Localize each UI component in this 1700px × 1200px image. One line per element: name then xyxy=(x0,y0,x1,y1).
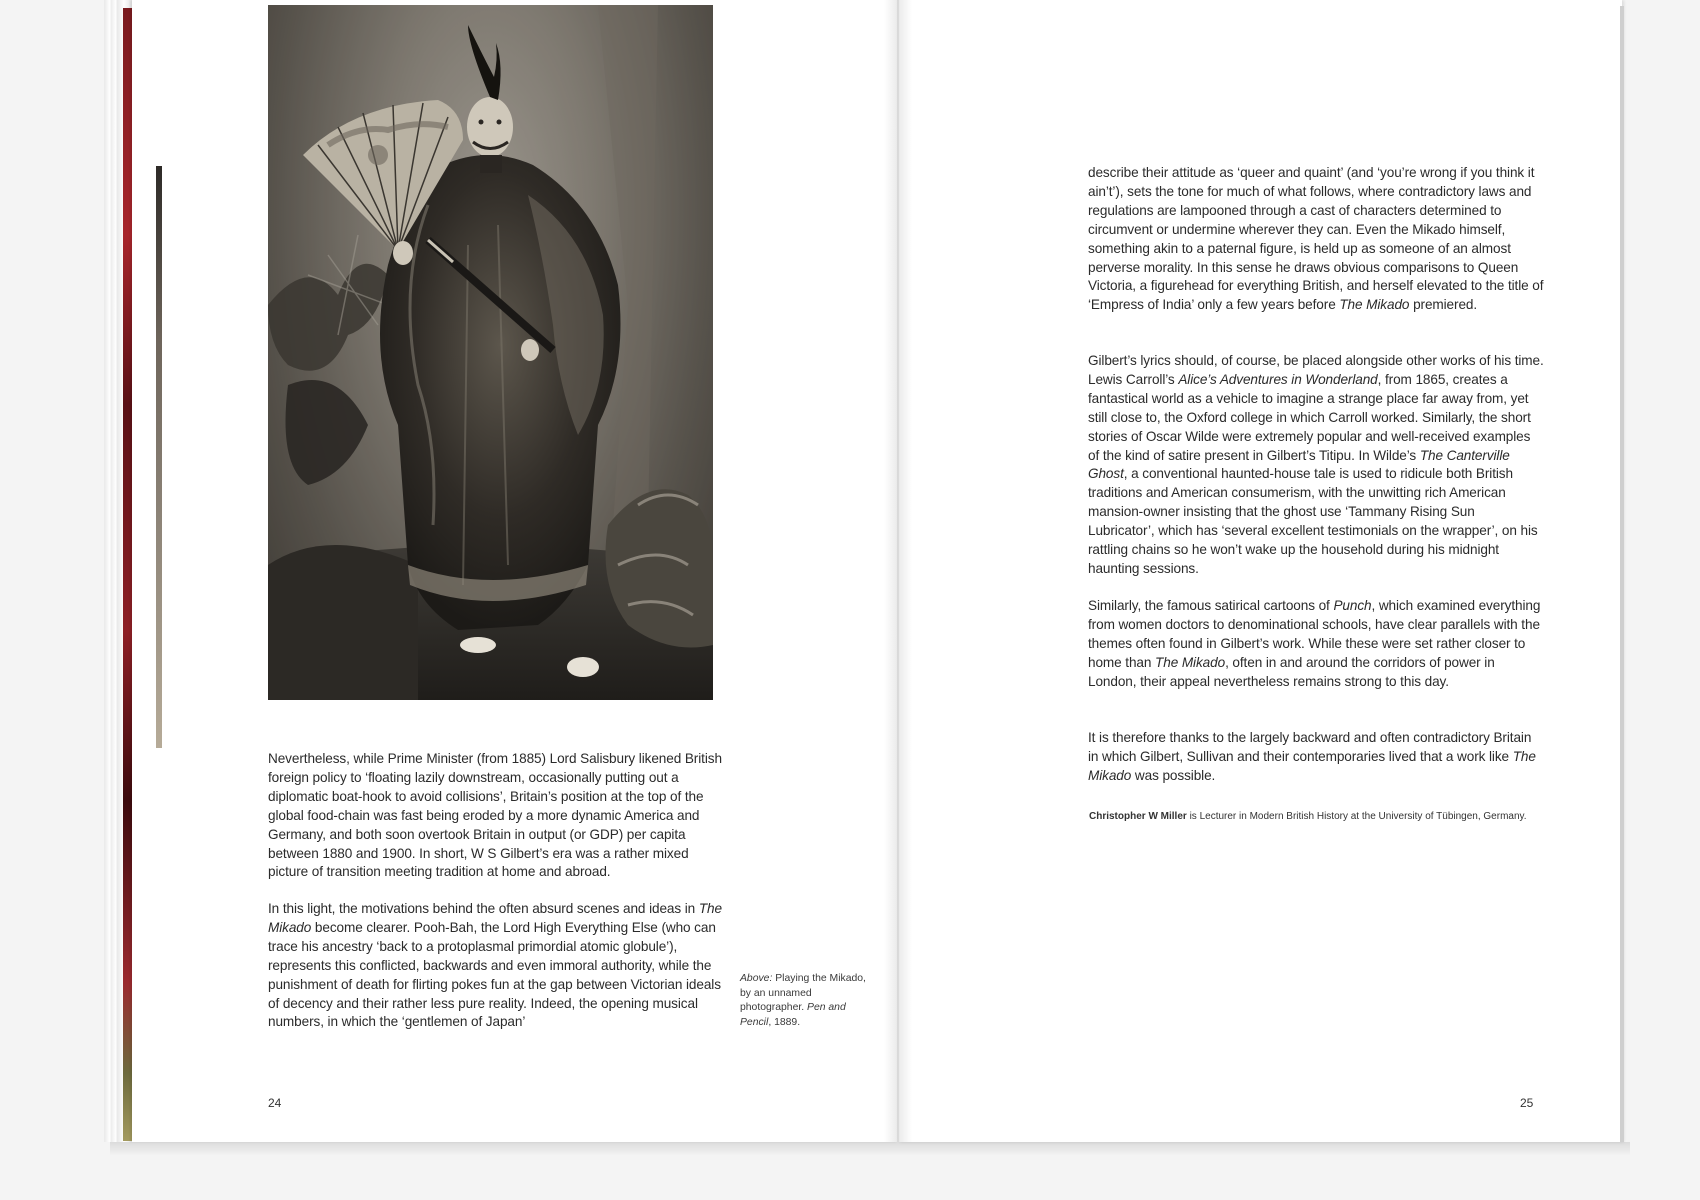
r-p3-italic-1: Punch xyxy=(1333,598,1372,613)
page-number-left: 24 xyxy=(268,1096,282,1110)
caption-source: Pen and Pencil xyxy=(740,1002,846,1028)
r-p4-italic: The Mikado xyxy=(1088,748,1536,783)
r-p2-b: , from 1865, creates a fantastical world as a vehicle to imagine a strange place far away from, yet still close to, the Oxford college in which Carroll worked. Similarly, the short stories of Oscar Wilde were extremely popular and well-received examples of the kind of satire present in Gilbert’s Titipu. In Wilde’s xyxy=(1088,371,1531,463)
r-p2-italic-2: The Canterville Ghost xyxy=(1088,447,1510,482)
mikado-photograph xyxy=(268,5,713,700)
r-p4-a: It is therefore thanks to the largely backward and often contradictory Britain in which Gilbert, Sullivan and their contemporaries lived that a work like xyxy=(1088,730,1532,764)
r-p1-b: premiered. xyxy=(1413,297,1478,313)
photo-caption xyxy=(740,972,866,1030)
r-p4-b: was possible. xyxy=(1134,767,1216,783)
right-paragraph-1-text xyxy=(1088,164,1544,315)
caption-year: , 1889. xyxy=(768,1016,801,1028)
left-paragraph-1-text: Nevertheless, while Prime Minister (from 1885) Lord Salisbury likened British foreign policy to ‘floating lazily downstream, occasionally putting out a diplomatic boat-hook to avoid collisions’, Britain’s position at the top of the global food-chain was fast being eroded by a more dynamic America and Germany, and both soon overtook Britain in output (or GDP) per capita between 1880 and 1900. In short, W S Gilbert’s era was a rather mixed picture of transition meeting tradition at home and abroad. xyxy=(268,751,722,880)
left-paragraph-2 xyxy=(268,900,723,1032)
right-paragraph-4 xyxy=(1088,729,1544,786)
r-p3-a: Similarly, the famous satirical cartoons of xyxy=(1088,598,1330,613)
caption-text: Playing the Mikado, by an unnamed photographer. xyxy=(740,973,866,1014)
r-p2-italic-1: Alice’s Adventures in Wonderland xyxy=(1178,371,1378,387)
caption-label: Above: xyxy=(740,973,773,984)
r-p2-c: , a conventional haunted-house tale is used to ridicule both British traditions and American consumerism, with the unwitting rich American mansion-owner insisting that the ghost use ‘Tammany Rising Sun Lubricator’, which has ‘several excellent testimonials on the wrapper’, on his rattling chains so he won’t wake up the household during his midnight haunting sessions. xyxy=(1088,466,1538,576)
photo-bleed-strip xyxy=(156,166,162,748)
r-p3-c: , often in and around the corridors of power in London, their appeal nevertheless remains strong to this day. xyxy=(1088,654,1495,689)
r-p3-italic-2: The Mikado xyxy=(1155,654,1226,670)
r-p3-b: , which examined everything from women doctors to denominational schools, have clear parallels with the themes often found in Gilbert’s work. While these were set rather closer to home than xyxy=(1088,598,1541,670)
right-paragraph-2-text xyxy=(1088,352,1544,579)
r-p1-a: describe their attitude as ‘queer and quaint’ (and ‘you’re wrong if you think it ain’t’), sets the tone for much of what follows, where contradictory laws and regulations are lampooned through a cast of characters determined to circumvent or undermine wherever they can. Even the Mikado himself, something akin to a paternal figure, is held up as someone of an almost perverse morality. In this sense he draws obvious comparisons to Queen Victoria, a figurehead for everything British, and herself elevated to the title of ‘Empress of India’ only a few years before xyxy=(1088,165,1544,313)
book-bottom-shadow xyxy=(110,1142,1630,1156)
author-name: Christopher W Miller xyxy=(1089,811,1187,822)
left-paragraph-2-text xyxy=(268,900,723,1032)
book-gutter xyxy=(884,0,912,1142)
r-p2-a: Gilbert’s lyrics should, of course, be placed alongside other works of his time. Lewis Carroll’s xyxy=(1088,353,1544,387)
p2-title-italic: The Mikado xyxy=(268,901,722,935)
left-paragraph-1 xyxy=(268,750,723,882)
r-p1-italic: The Mikado xyxy=(1339,297,1410,313)
right-paragraph-1 xyxy=(1088,164,1544,315)
author-credit xyxy=(1089,811,1569,822)
page-number-right: 25 xyxy=(1520,1096,1534,1110)
right-page-edge xyxy=(1620,6,1624,1142)
right-paragraph-2 xyxy=(1088,352,1544,579)
p2-lead: In this light, the motivations behind the often absurd scenes and ideas in xyxy=(268,901,696,916)
author-bio: is Lecturer in Modern British History at the University of Tübingen, Germany. xyxy=(1186,811,1527,822)
right-paragraph-3 xyxy=(1088,597,1544,692)
p2-rest: become clearer. Pooh-Bah, the Lord High Everything Else (who can trace his ancestry ‘back to a protoplasmal primordial atomic globule’), represents this conflicted, backwards and even immoral authority, while the punishment of death for flirting pokes fun at the gap between Victorian ideals of decency and their rather less pure reality. Indeed, the opening musical numbers, in which the ‘gentlemen of Japan’ xyxy=(268,919,721,1030)
right-paragraph-4-text xyxy=(1088,729,1544,786)
right-paragraph-3-text xyxy=(1088,597,1544,692)
